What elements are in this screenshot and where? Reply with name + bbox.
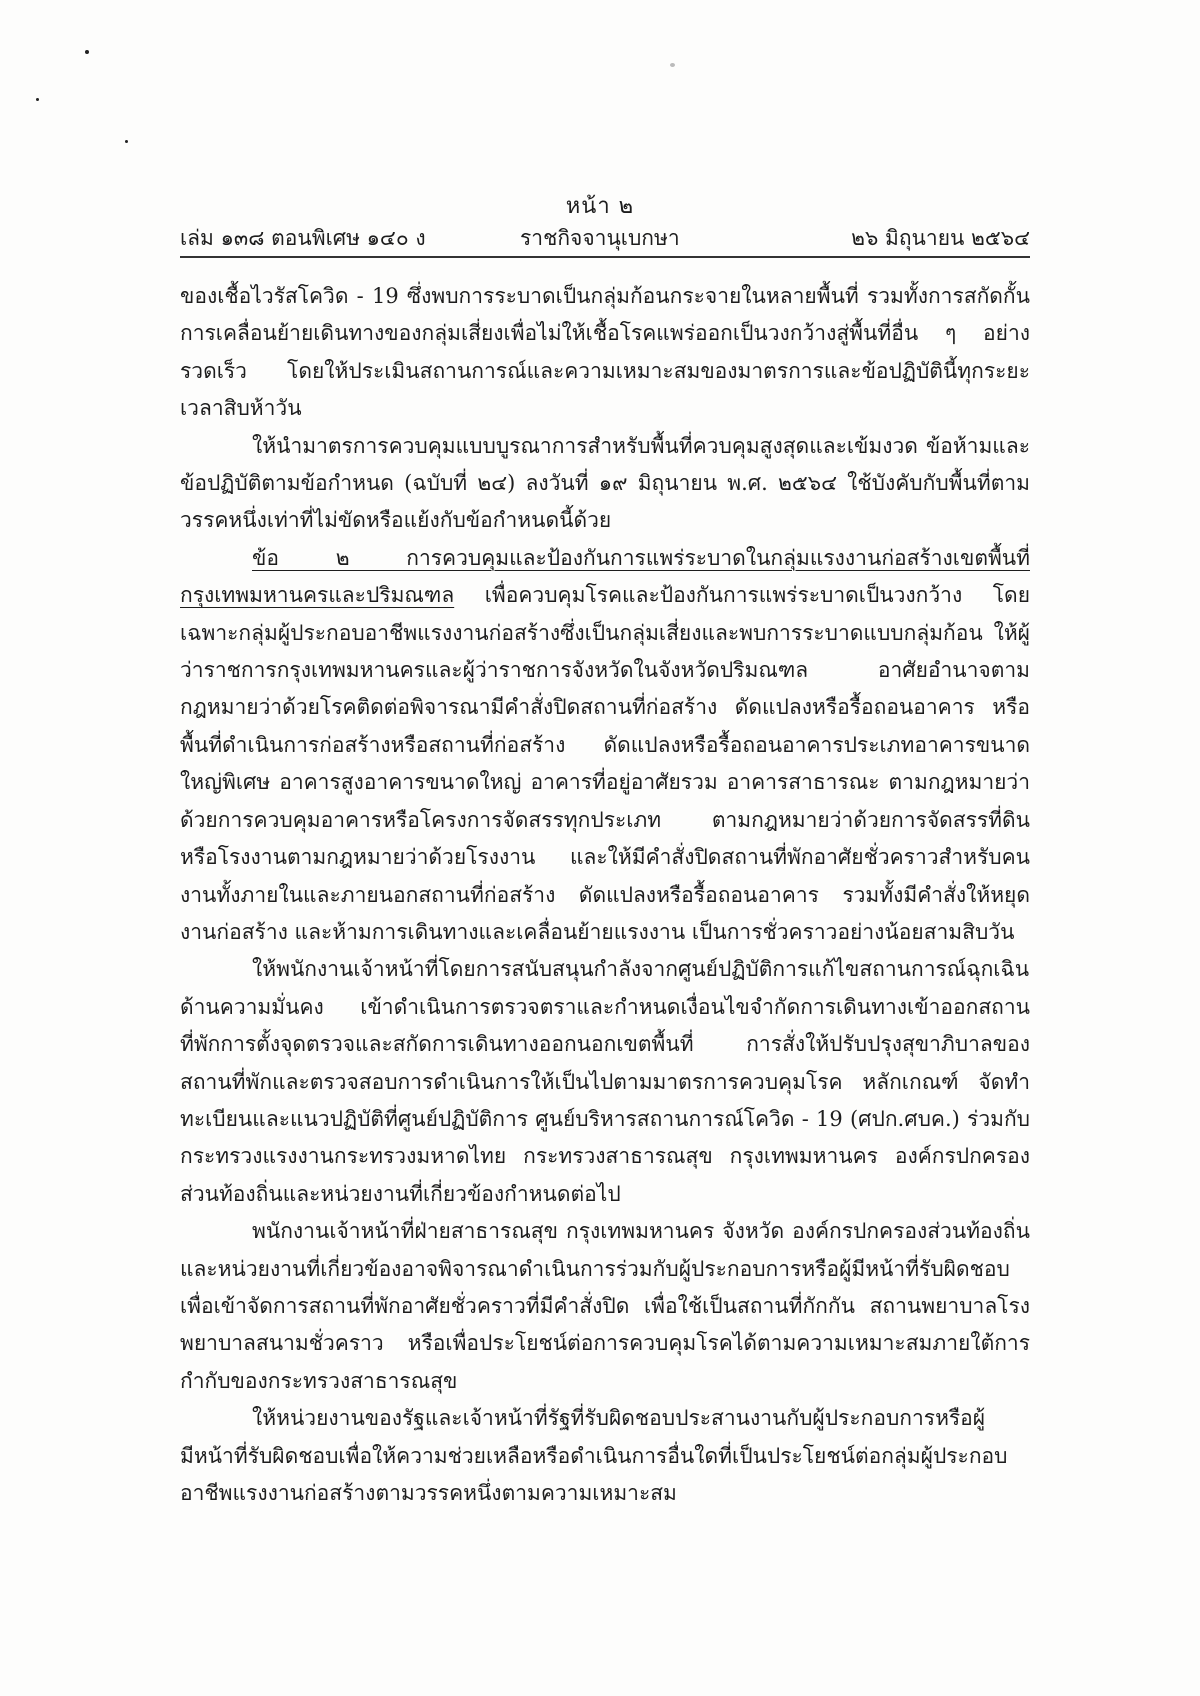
paragraph-measures: ให้นำมาตรการควบคุมแบบบูรณาการสำหรับพื้นที่ควบคุมสูงสุดและเข้มงวด ข้อห้ามและข้อปฏิบัติตามข้อกำหนด (ฉบับที่ ๒๔) ลงวันที่ ๑๙ มิถุนายน พ.ศ. ๒๕๖๔ ใช้บังคับกับพื้นที่ตามวรรคหนึ่งเท่าที่ไม่ขัดหรือแย้งกับข้อกำหนดนี้ด้วย — [180, 433, 1030, 533]
document-body — [180, 278, 1030, 1512]
paragraph-public-health: พนักงานเจ้าหน้าที่ฝ่ายสาธารณสุข กรุงเทพมหานคร จังหวัด องค์กรปกครองส่วนท้องถิ่นและหน่วยงานที่เกี่ยวข้องอาจพิจารณาดำเนินการร่วมกับผู้ประกอบการหรือผู้มีหน้าที่รับผิดชอบเพื่อเข้าจัดการสถานที่พักอาศัยชั่วคราวที่มีคำสั่งปิด เพื่อใช้เป็นสถานที่กักกัน สถานพยาบาลโรงพยาบาลสนามชั่วคราว หรือเพื่อประโยชน์ต่อการควบคุมโรคได้ตามความเหมาะสมภายใต้การกำกับของกระทรวงสาธารณสุข — [180, 1219, 1030, 1393]
paragraph-clause-2 — [180, 540, 1030, 951]
volume-issue: เล่ม ๑๓๘ ตอนพิเศษ ๑๔๐ ง — [180, 226, 426, 250]
clause-2-heading: ข้อ ๒ การควบคุมและป้องกันการแพร่ระบาดในกลุ่มแรงงานก่อสร้างเขตพื้นที่กรุงเทพมหานครและปริมณฑล — [180, 545, 1030, 608]
paragraph-state-agencies: ให้หน่วยงานของรัฐและเจ้าหน้าที่รัฐที่รับผิดชอบประสานงานกับผู้ประกอบการหรือผู้มีหน้าที่รับผิดชอบเพื่อให้ความช่วยเหลือหรือดำเนินการอื่นใดที่เป็นประโยชน์ต่อกลุ่มผู้ประกอบอาชีพแรงงานก่อสร้างตามวรรคหนึ่งตามความเหมาะสม — [180, 1406, 1008, 1505]
scan-speck — [85, 50, 89, 54]
paragraph-officials: ให้พนักงานเจ้าหน้าที่โดยการสนับสนุนกำลังจากศูนย์ปฏิบัติการแก้ไขสถานการณ์ฉุกเฉินด้านความมั่นคง เข้าดำเนินการตรวจตราและกำหนดเงื่อนไขจำกัดการเดินทางเข้าออกสถานที่พักการตั้งจุดตรวจและสกัดการเดินทางออกนอกเขตพื้นที่ การสั่งให้ปรับปรุงสุขาภิบาลของสถานที่พักและตรวจสอบการดำเนินการให้เป็นไปตามมาตรการควบคุมโรค หลักเกณฑ์ จัดทำทะเบียนและแนวปฏิบัติที่ศูนย์ปฏิบัติการ ศูนย์บริหารสถานการณ์โควิด - 19 (ศปก.ศบค.) ร่วมกับกระทรวงแรงงานกระทรวงมหาดไทย กระทรวงสาธารณสุข กรุงเทพมหานคร องค์กรปกครองส่วนท้องถิ่นและหน่วยงานที่เกี่ยวข้องกำหนดต่อไป — [180, 957, 1030, 1206]
paragraph-continuation: ของเชื้อไวรัสโควิด - 19 ซึ่งพบการระบาดเป็นกลุ่มก้อนกระจายในหลายพื้นที่ รวมทั้งการสกัดกั้นการเคลื่อนย้ายเดินทางของกลุ่มเสี่ยงเพื่อไม่ให้เชื้อโรคแพร่ออกเป็นวงกว้างสู่พื้นที่อื่น ๆ อย่างรวดเร็ว โดยให้ประเมินสถานการณ์และความเหมาะสมของมาตรการและข้อปฏิบัตินี้ทุกระยะเวลาสิบห้าวัน — [180, 284, 1030, 421]
scan-speck — [125, 140, 128, 143]
clause-2-text: เพื่อควบคุมโรคและป้องกันการแพร่ระบาดเป็นวงกว้าง โดยเฉพาะกลุ่มผู้ประกอบอาชีพแรงงานก่อสร้างซึ่งเป็นกลุ่มเสี่ยงและพบการระบาดแบบกลุ่มก้อน ให้ผู้ว่าราชการกรุงเทพมหานครและผู้ว่าราชการจังหวัดในจังหวัดปริมณฑล อาศัยอำนาจตามกฎหมายว่าด้วยโรคติดต่อพิจารณามีคำสั่งปิดสถานที่ก่อสร้าง ดัดแปลงหรือรื้อถอนอาคาร หรือพื้นที่ดำเนินการก่อสร้างหรือสถานที่ก่อสร้าง ดัดแปลงหรือรื้อถอนอาคารประเภทอาคารขนาดใหญ่พิเศษ อาคารสูงอาคารขนาดใหญ่ อาคารที่อยู่อาศัยรวม อาคารสาธารณะ ตามกฎหมายว่าด้วยการควบคุมอาคารหรือโครงการจัดสรรทุกประเภท ตามกฎหมายว่าด้วยการจัดสรรที่ดิน หรือโรงงานตามกฎหมายว่าด้วยโรงงาน และให้มีคำสั่งปิดสถานที่พักอาศัยชั่วคราวสำหรับคนงานทั้งภายในและภายนอกสถานที่ก่อสร้าง ดัดแปลงหรือรื้อถอนอาคาร รวมทั้งมีคำสั่งให้หยุดงานก่อสร้าง และห้ามการเดินทางและเคลื่อนย้ายแรงงาน เป็นการชั่วคราวอย่างน้อยสามสิบวัน — [180, 583, 1030, 944]
header-divider — [180, 256, 1030, 258]
scan-speck — [36, 98, 39, 101]
scan-speck — [670, 63, 675, 67]
page-number: หน้า ๒ — [565, 194, 635, 219]
publication-date: ๒๖ มิถุนายน ๒๕๖๔ — [851, 226, 1030, 250]
running-header — [180, 222, 1030, 252]
publication-name: ราชกิจจานุเบกษา — [520, 226, 680, 250]
